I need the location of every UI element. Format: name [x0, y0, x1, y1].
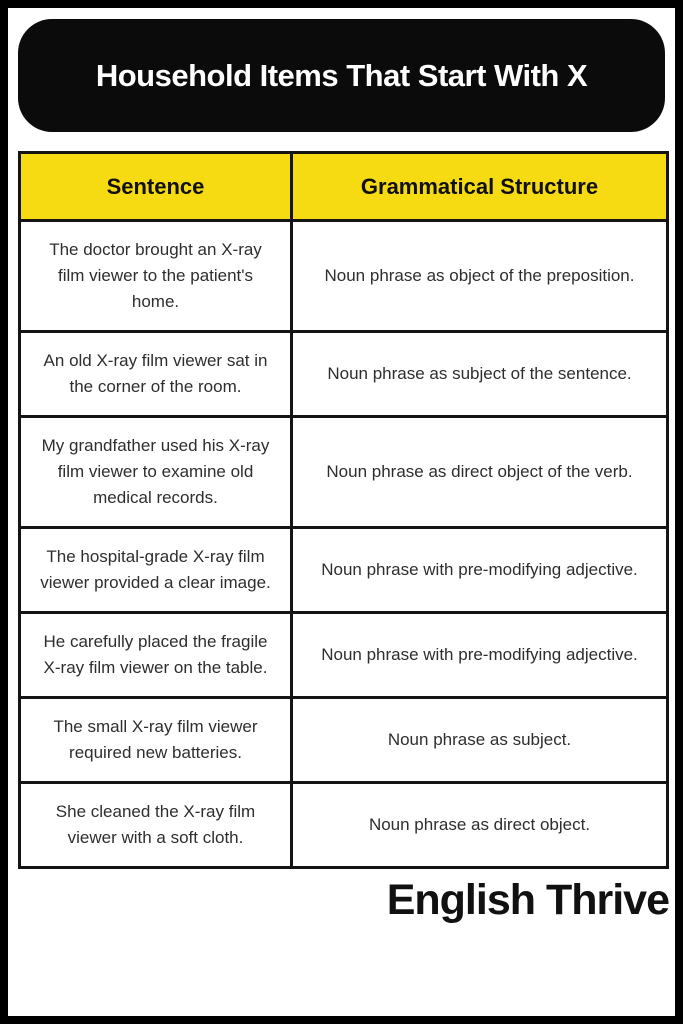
sentence-cell: She cleaned the X-ray film viewer with a soft cloth.: [20, 783, 292, 868]
page-title: Household Items That Start With X: [95, 57, 588, 93]
structure-cell: Noun phrase as subject of the sentence.: [292, 332, 668, 417]
structure-cell: Noun phrase with pre-modifying adjective.: [292, 613, 668, 698]
brand-text: English Thrive: [386, 875, 669, 924]
grammar-table: [18, 151, 669, 869]
table-header-row: [20, 153, 668, 221]
structure-cell: Noun phrase as subject.: [292, 698, 668, 783]
header-cell-sentence: Sentence: [20, 153, 292, 221]
sentence-cell: The doctor brought an X-ray film viewer to the patient's home.: [20, 221, 292, 332]
table-row: [20, 221, 668, 332]
structure-cell: Noun phrase as direct object of the verb.: [292, 417, 668, 528]
header-cell-structure: Grammatical Structure: [292, 153, 668, 221]
table-row: [20, 528, 668, 613]
title-banner: [18, 19, 665, 132]
structure-cell: Noun phrase as object of the preposition.: [292, 221, 668, 332]
structure-cell: Noun phrase as direct object.: [292, 783, 668, 868]
table-row: [20, 332, 668, 417]
sentence-cell: The small X-ray film viewer required new batteries.: [20, 698, 292, 783]
sentence-cell: My grandfather used his X-ray film viewer to examine old medical records.: [20, 417, 292, 528]
sentence-cell: An old X-ray film viewer sat in the corner of the room.: [20, 332, 292, 417]
table-row: [20, 698, 668, 783]
brand-footer: [8, 869, 675, 931]
sentence-cell: The hospital-grade X-ray film viewer provided a clear image.: [20, 528, 292, 613]
structure-cell: Noun phrase with pre-modifying adjective.: [292, 528, 668, 613]
table-row: [20, 613, 668, 698]
table-row: [20, 783, 668, 868]
sentence-cell: He carefully placed the fragile X-ray film viewer on the table.: [20, 613, 292, 698]
table-row: [20, 417, 668, 528]
